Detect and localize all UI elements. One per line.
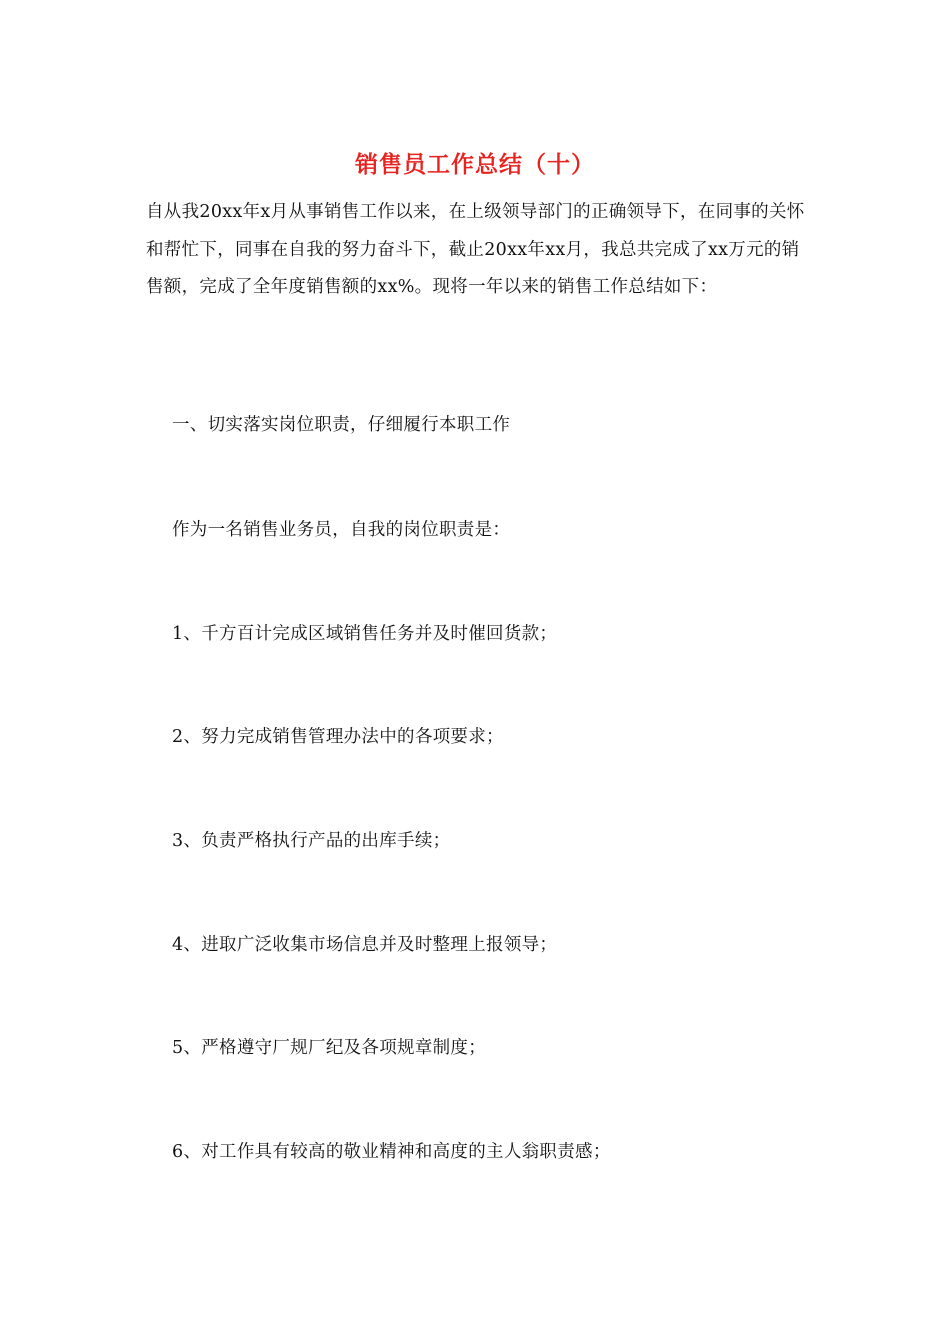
duty-item: 2、努力完成销售管理办法中的各项要求； [172,727,504,747]
section-heading: 一、切实落实岗位职责，仔细履行本职工作 [172,415,511,435]
duty-item: 3、负责严格执行产品的出库手续； [172,831,451,851]
duty-item: 4、进取广泛收集市场信息并及时整理上报领导； [172,935,558,955]
duties-intro: 作为一名销售业务员，自我的岗位职责是： [172,520,511,540]
page-title: 销售员工作总结（十） [355,152,595,178]
duty-item: 6、对工作具有较高的敬业精神和高度的主人翁职责感； [172,1142,611,1162]
duty-item: 1、千方百计完成区域销售任务并及时催回货款； [172,624,558,644]
duty-item: 5、严格遵守厂规厂纪及各项规章制度； [172,1038,487,1058]
intro-paragraph: 自从我20xx年x月从事销售工作以来，在上级领导部门的正确领导下，在同事的关怀和帮忙下，同事在自我的努力奋斗下，截止20xx年xx月，我总共完成了xx万元的销售额，完成了全年度销售额的xx%。现将一年以来的销售工作总结如下： [146,202,805,297]
